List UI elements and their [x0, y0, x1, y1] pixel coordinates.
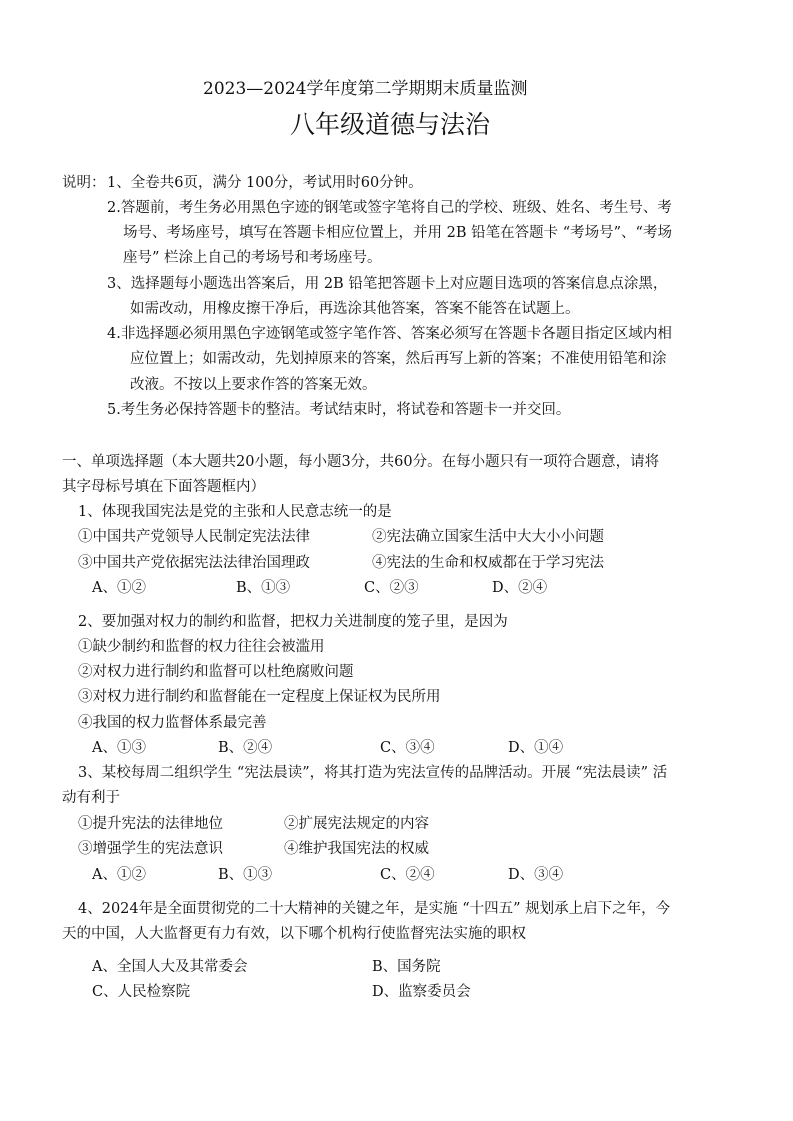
instruction-2-line3: 座号” 栏涂上自己的考场号和考场座号。: [123, 250, 382, 266]
question-2-option-a: A、①③: [92, 740, 146, 756]
question-3-statement-4: ④维护我国宪法的权威: [284, 841, 429, 857]
question-3-option-d: D、③④: [508, 867, 564, 883]
instruction-2-line1: 2.答题前，考生务必用黑色字迹的钢笔或签字笔将自己的学校、班级、姓名、考生号、考: [107, 200, 672, 216]
question-3-statement-3: ③增强学生的宪法意识: [78, 841, 223, 857]
question-4-option-b: B、国务院: [372, 959, 441, 975]
question-1-option-a: A、①②: [92, 580, 146, 596]
question-3-option-a: A、①②: [92, 867, 146, 883]
question-2-statement-3: ③对权力进行制约和监督能在一定程度上保证权为民所用: [78, 689, 441, 705]
question-1-option-b: B、①③: [236, 580, 291, 596]
instruction-5: 5.考生务必保持答题卡的整洁。考试结束时，将试卷和答题卡一并交回。: [107, 402, 571, 418]
instruction-1: 1、全卷共6页，满分 100分，考试用时60分钟。: [107, 175, 423, 191]
question-4-option-d: D、监察委员会: [372, 984, 471, 1000]
section-heading-line1: 一、单项选择题（本大题共20小题，每小题3分，共60分。在每小题只有一项符合题意，请将: [62, 454, 660, 470]
question-2-option-b: B、②④: [218, 740, 273, 756]
question-3-option-c: C、②④: [380, 867, 435, 883]
question-1-option-c: C、②③: [364, 580, 419, 596]
question-2-statement-2: ②对权力进行制约和监督可以杜绝腐败问题: [78, 664, 354, 680]
instructions-prefix: 说明：: [62, 175, 106, 191]
question-1-statement-1: ①中国共产党领导人民制定宪法法律: [78, 529, 310, 545]
question-1-stem: 1、体现我国宪法是党的主张和人民意志统一的是: [78, 504, 392, 520]
question-3-statement-1: ①提升宪法的法律地位: [78, 816, 223, 832]
instruction-4-line3: 改液。不按以上要求作答的答案无效。: [130, 377, 377, 393]
exam-title: 2023—2024学年度第二学期期末质量监测: [203, 79, 528, 99]
instruction-4-line1: 4.非选择题必须用黑色字迹钢笔或签字笔作答、答案必须写在答题卡各题目指定区域内相: [107, 326, 672, 342]
question-4-stem-line2: 天的中国，人大监督更有力有效，以下哪个机构行使监督宪法实施的职权: [62, 926, 526, 942]
question-4-stem-line1: 4、2024年是全面贯彻党的二十大精神的关键之年，是实施 “十四五” 规划承上启下之年，今: [78, 901, 671, 917]
question-2-stem: 2、要加强对权力的制约和监督，把权力关进制度的笼子里，是因为: [78, 614, 508, 630]
question-3-stem-line1: 3、某校每周二组织学生 “宪法晨读”，将其打造为宪法宣传的品牌活动。开展 “宪法晨读” 活: [78, 765, 668, 781]
question-4-option-a: A、全国人大及其常委会: [92, 959, 248, 975]
question-1-statement-2: ②宪法确立国家生活中大大小小问题: [372, 529, 604, 545]
question-3-statement-2: ②扩展宪法规定的内容: [284, 816, 429, 832]
section-heading-line2: 其字母标号填在下面答题框内）: [62, 479, 265, 495]
instruction-2-line2: 场号、考场座号，填写在答题卡相应位置上，并用 2B 铅笔在答题卡 “考场号”、“考场: [123, 225, 672, 241]
question-1-statement-4: ④宪法的生命和权威都在于学习宪法: [372, 555, 604, 571]
instruction-4-line2: 应位置上；如需改动，先划掉原来的答案，然后再写上新的答案；不准使用铅笔和涂: [130, 351, 667, 367]
question-4-option-c: C、人民检察院: [92, 984, 191, 1000]
question-1-statement-3: ③中国共产党依据宪法法律治国理政: [78, 555, 310, 571]
question-1-option-d: D、②④: [492, 580, 548, 596]
question-3-option-b: B、①③: [218, 867, 273, 883]
instruction-3-line1: 3、选择题每小题选出答案后，用 2B 铅笔把答题卡上对应题目选项的答案信息点涂黑，: [107, 276, 668, 292]
question-2-statement-4: ④我国的权力监督体系最完善: [78, 715, 267, 731]
subject-title: 八年级道德与法治: [290, 110, 491, 139]
question-2-option-c: C、③④: [380, 740, 435, 756]
question-2-statement-1: ①缺少制约和监督的权力往往会被滥用: [78, 639, 325, 655]
instruction-3-line2: 如需改动，用橡皮擦干净后，再选涂其他答案，答案不能答在试题上。: [130, 301, 580, 317]
question-2-option-d: D、①④: [508, 740, 564, 756]
question-3-stem-line2: 动有利于: [62, 790, 120, 806]
